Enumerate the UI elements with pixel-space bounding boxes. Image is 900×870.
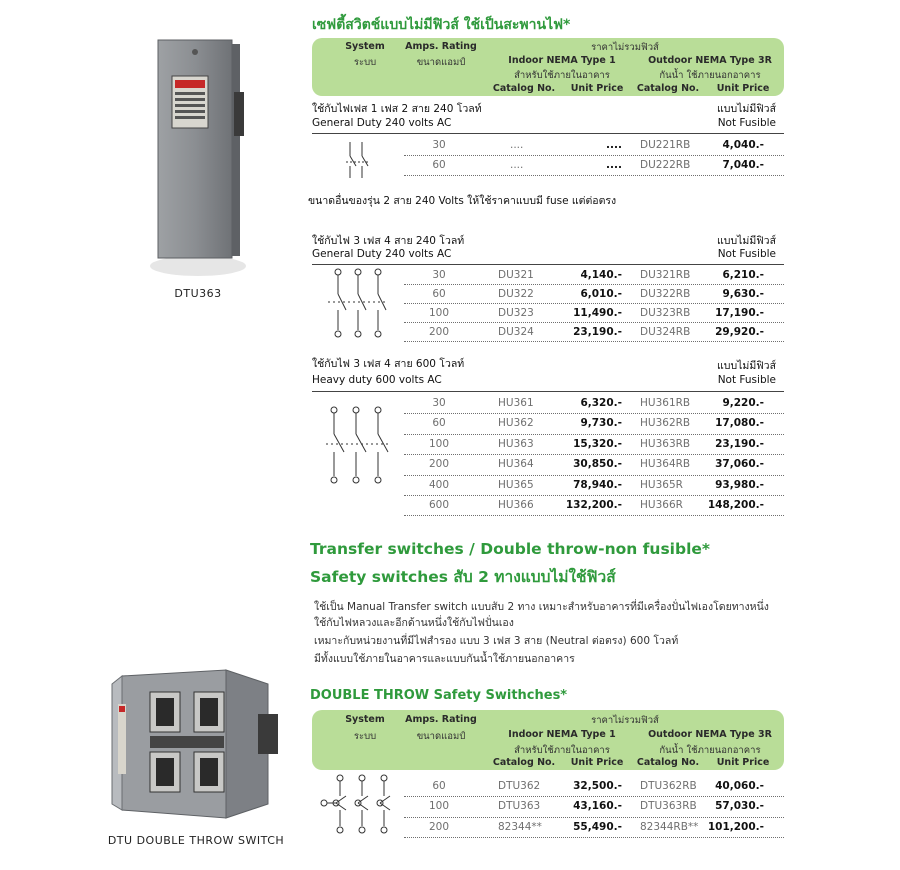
amps-cell: 200 xyxy=(428,458,450,471)
hdr-system: System xyxy=(345,41,385,52)
price-indoor-cell: 55,490.- xyxy=(573,820,622,833)
catalog-outdoor-cell: DTU362RB xyxy=(640,780,697,792)
group2-rule xyxy=(312,264,784,265)
catalog-outdoor-cell: HU366R xyxy=(640,499,683,511)
group1-title-en: General Duty 240 volts AC xyxy=(312,117,452,129)
group3-title-th: ใช้กับไฟ 3 เฟส 4 สาย 600 โวลท์ xyxy=(312,358,465,370)
row-divider xyxy=(404,284,784,285)
double-throw-title: DOUBLE THROW Safety Swithches* xyxy=(310,688,568,703)
hdr-catalog2: Catalog No. xyxy=(636,83,700,94)
dt-hdr-indoor-th: สำหรับใช้ภายในอาคาร xyxy=(514,745,610,756)
dt-hdr-indoor: Indoor NEMA Type 1 xyxy=(508,729,616,740)
row-divider xyxy=(404,434,784,435)
row-divider xyxy=(404,495,784,496)
catalog-outdoor-cell: DU324RB xyxy=(640,326,691,338)
hdr-amps: Amps. Rating xyxy=(405,41,477,52)
dt-hdr-price1: Unit Price xyxy=(570,757,624,768)
dtu-double-throw-caption: DTU DOUBLE THROW SWITCH xyxy=(107,834,285,847)
row-divider xyxy=(404,322,784,323)
amps-cell: 600 xyxy=(428,499,450,511)
group1-type-en: Not Fusible xyxy=(717,117,776,129)
catalog-indoor-cell: HU362 xyxy=(498,417,534,430)
dt-hdr-outdoor: Outdoor NEMA Type 3R xyxy=(648,729,772,740)
price-outdoor-cell: 17,080.- xyxy=(715,417,764,430)
dt-hdr-outdoor-th: กันน้ำ ใช้ภายนอกอาคาร xyxy=(659,745,761,756)
amps-cell: 60 xyxy=(432,288,446,300)
price-outdoor-cell: 40,060.- xyxy=(715,780,764,792)
dt-hdr-catalog2: Catalog No. xyxy=(636,757,700,768)
hdr-indoor-th: สำหรับใช้ภายในอาคาร xyxy=(514,70,610,81)
dtu363-caption: DTU363 xyxy=(174,287,222,300)
dt-hdr-system: System xyxy=(345,714,385,725)
price-indoor-cell: 11,490.- xyxy=(573,307,622,319)
price-indoor-cell: 6,320.- xyxy=(580,397,622,409)
amps-cell: 30 xyxy=(432,139,446,151)
price-outdoor-cell: 9,630.- xyxy=(722,288,764,300)
amps-cell: 30 xyxy=(432,397,446,409)
hdr-price1: Unit Price xyxy=(570,83,624,94)
price-indoor-cell: 23,190.- xyxy=(573,326,622,338)
price-indoor-cell: .... xyxy=(606,139,622,151)
group2-type-th: แบบไม่มีฟิวส์ xyxy=(717,235,776,247)
group2-title-th: ใช้กับไฟ 3 เฟส 4 สาย 240 โวลท์ xyxy=(312,235,465,247)
catalog-outdoor-cell: HU361RB xyxy=(640,397,691,409)
section2-para-3: เหมาะกับหน่วยงานที่มีไฟสำรอง แบบ 3 เฟส 3 สาย (Neutral ต่อตรง) 600 โวลท์ xyxy=(314,635,679,647)
hdr-system-th: ระบบ xyxy=(353,57,377,68)
group1-rule xyxy=(312,133,784,134)
double-throw-diagram-icon xyxy=(316,772,406,836)
row-divider xyxy=(404,454,784,455)
catalog-indoor-cell: HU364 xyxy=(498,458,534,471)
group1-type-th: แบบไม่มีฟิวส์ xyxy=(717,103,776,115)
three-phase-240v-diagram-icon xyxy=(318,266,398,344)
group1-title-th: ใช้กับไฟเฟส 1 เฟส 2 สาย 240 โวลท์ xyxy=(312,103,482,115)
group3-type-en: Not Fusible xyxy=(717,374,776,386)
price-indoor-cell: 9,730.- xyxy=(580,417,622,430)
amps-cell: 100 xyxy=(428,800,450,813)
amps-cell: 400 xyxy=(428,478,450,491)
section2-title1: Transfer switches / Double throw-non fusible* xyxy=(310,540,711,558)
catalog-outdoor-cell: DU323RB xyxy=(640,307,691,319)
amps-cell: 60 xyxy=(432,780,446,792)
row-divider xyxy=(404,837,784,838)
section1-title: เซฟตี้สวิตช์แบบไม่มีฟิวส์ ใช้เป็นสะพานไฟ* xyxy=(312,17,571,33)
price-indoor-cell: 78,940.- xyxy=(573,478,622,491)
catalog-indoor-cell: DU323 xyxy=(498,307,534,319)
price-outdoor-cell: 29,920.- xyxy=(715,326,764,338)
amps-cell: 100 xyxy=(428,437,450,450)
price-outdoor-cell: 93,980.- xyxy=(715,478,764,491)
hdr-price2: Unit Price xyxy=(716,83,770,94)
dt-hdr-price-incl: ราคาไม่รวมฟิวส์ xyxy=(591,715,659,726)
amps-cell: 60 xyxy=(432,159,446,171)
amps-cell: 60 xyxy=(432,417,446,430)
catalog-outdoor-cell: HU365R xyxy=(640,478,683,491)
catalog-indoor-cell: HU363 xyxy=(498,437,534,450)
catalog-outdoor-cell: DTU363RB xyxy=(640,800,697,813)
row-divider xyxy=(404,155,784,156)
row-divider xyxy=(404,413,784,414)
section2-para-4: มีทั้งแบบใช้ภายในอาคารและแบบกันน้ำใช้ภายนอกอาคาร xyxy=(314,653,575,665)
catalog-outdoor-cell: 82344RB** xyxy=(640,820,699,833)
row-divider xyxy=(404,341,784,342)
catalog-outdoor-cell: HU364RB xyxy=(640,458,691,471)
row-divider xyxy=(404,796,784,797)
price-outdoor-cell: 6,210.- xyxy=(722,269,764,281)
price-indoor-cell: .... xyxy=(606,159,622,171)
catalog-indoor-cell: DTU362 xyxy=(498,780,541,792)
price-indoor-cell: 132,200.- xyxy=(565,499,622,511)
hdr-price-incl: ราคาไม่รวมฟิวส์ xyxy=(591,42,659,53)
hdr-catalog1: Catalog No. xyxy=(492,83,556,94)
amps-cell: 100 xyxy=(428,307,450,319)
price-indoor-cell: 4,140.- xyxy=(580,269,622,281)
price-outdoor-cell: 57,030.- xyxy=(715,800,764,813)
price-outdoor-cell: 17,190.- xyxy=(715,307,764,319)
catalog-indoor-cell: .... xyxy=(510,139,524,151)
hdr-amps-th: ขนาดแอมป์ xyxy=(416,57,466,68)
catalog-indoor-cell: .... xyxy=(510,159,524,171)
catalog-indoor-cell: HU365 xyxy=(498,478,534,491)
dt-hdr-catalog1: Catalog No. xyxy=(492,757,556,768)
group2-type-en: Not Fusible xyxy=(717,248,776,260)
catalog-indoor-cell: DU324 xyxy=(498,326,534,338)
group2-title-en: General Duty 240 volts AC xyxy=(312,248,452,260)
dt-hdr-price2: Unit Price xyxy=(716,757,770,768)
catalog-outdoor-cell: DU321RB xyxy=(640,269,691,281)
amps-cell: 200 xyxy=(428,326,450,338)
hdr-outdoor: Outdoor NEMA Type 3R xyxy=(648,55,772,66)
section1-note: ขนาดอื่นของรุ่น 2 สาย 240 Volts ให้ใช้ราคาแบบมี fuse แต่ต่อตรง xyxy=(308,195,617,207)
price-outdoor-cell: 101,200.- xyxy=(707,820,764,833)
price-outdoor-cell: 4,040.- xyxy=(722,139,764,151)
catalog-outdoor-cell: DU221RB xyxy=(640,139,691,151)
section2-para-2: ใช้กับไฟหลวงและอีกด้านหนึ่งใช้กับไฟปั่นเอง xyxy=(314,617,514,629)
catalog-indoor-cell: 82344** xyxy=(498,820,542,833)
dt-hdr-system-th: ระบบ xyxy=(353,731,377,742)
price-outdoor-cell: 37,060.- xyxy=(715,458,764,471)
catalog-outdoor-cell: HU362RB xyxy=(640,417,691,430)
catalog-outdoor-cell: DU322RB xyxy=(640,288,691,300)
group3-rule xyxy=(312,391,784,392)
price-outdoor-cell: 7,040.- xyxy=(722,159,764,171)
price-indoor-cell: 30,850.- xyxy=(573,458,622,471)
row-divider xyxy=(404,303,784,304)
catalog-indoor-cell: DTU363 xyxy=(498,800,541,813)
price-indoor-cell: 43,160.- xyxy=(573,800,622,813)
catalog-indoor-cell: DU322 xyxy=(498,288,534,300)
price-outdoor-cell: 9,220.- xyxy=(722,397,764,409)
three-phase-600v-diagram-icon xyxy=(318,404,398,490)
section2-title2: Safety switches สับ 2 ทางแบบไม่ใช้ฟิวส์ xyxy=(310,568,616,586)
price-outdoor-cell: 148,200.- xyxy=(707,499,764,511)
catalog-indoor-cell: HU366 xyxy=(498,499,534,511)
price-indoor-cell: 32,500.- xyxy=(573,780,622,792)
section2-para-1: ใช้เป็น Manual Transfer switch แบบสับ 2 ทาง เหมาะสำหรับอาคารที่มีเครื่องปั่นไฟเองโดยทางหนึ่ง xyxy=(314,601,769,613)
double-throw-switch-image xyxy=(108,664,288,824)
group3-type-th: แบบไม่มีฟิวส์ xyxy=(717,360,776,372)
row-divider xyxy=(404,515,784,516)
row-divider xyxy=(404,175,784,176)
hdr-outdoor-th: กันน้ำ ใช้ภายนอกอาคาร xyxy=(659,70,761,81)
catalog-indoor-cell: DU321 xyxy=(498,269,534,281)
price-indoor-cell: 6,010.- xyxy=(580,288,622,300)
dt-hdr-amps: Amps. Rating xyxy=(405,714,477,725)
row-divider xyxy=(404,817,784,818)
single-phase-diagram-icon xyxy=(332,140,382,180)
dtu363-product-image xyxy=(150,34,246,284)
group3-title-en: Heavy duty 600 volts AC xyxy=(312,374,442,386)
row-divider xyxy=(404,475,784,476)
catalog-outdoor-cell: DU222RB xyxy=(640,159,691,171)
catalog-indoor-cell: HU361 xyxy=(498,397,534,409)
amps-cell: 200 xyxy=(428,820,450,833)
price-outdoor-cell: 23,190.- xyxy=(715,437,764,450)
amps-cell: 30 xyxy=(432,269,446,281)
hdr-indoor: Indoor NEMA Type 1 xyxy=(508,55,616,66)
catalog-outdoor-cell: HU363RB xyxy=(640,437,691,450)
dt-hdr-amps-th: ขนาดแอมป์ xyxy=(416,731,466,742)
price-indoor-cell: 15,320.- xyxy=(573,437,622,450)
